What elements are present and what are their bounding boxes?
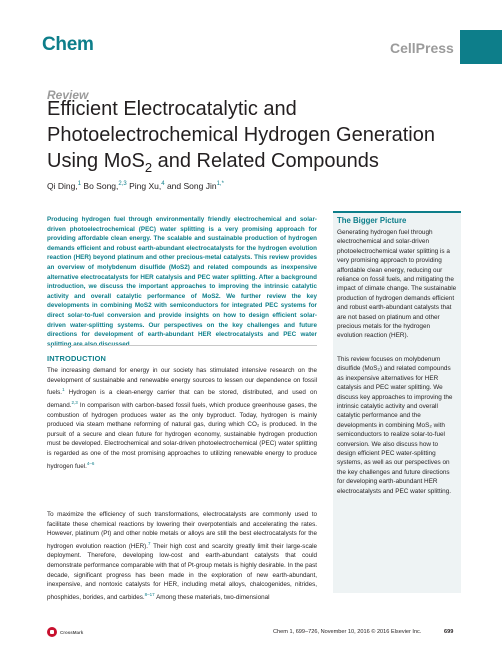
author-affiliation[interactable]: 1 (77, 181, 82, 188)
header-accent-block (460, 30, 502, 64)
reference-link[interactable]: 4–6 (86, 460, 95, 466)
paragraph-text: Among these materials, two-dimensional (154, 593, 270, 601)
reference-link[interactable]: 1 (62, 387, 65, 393)
paragraph-text: To maximize the efficiency of such transformations, electrocatalysts are commonly used to facilitate these chemical reactions by lowering their overpotentials and accelerating the rates. However, platinum (Pt) and other noble metals or alloys are still the best electrocatalysts for the hydrogen evolution reaction (HER). (47, 511, 317, 550)
paragraph-text: Hydrogen is a clean-energy carrier that can be stored, distributed, and used on demand. (47, 389, 317, 409)
author-name: and Song Jin (164, 181, 217, 191)
author-list (47, 181, 224, 191)
publisher-logo: CellPress (390, 40, 454, 56)
journal-name: Chem (42, 34, 94, 55)
abstract: Producing hydrogen fuel through environmentally friendly electrochemical and solar-driven photoelectrochemical (PEC) water splitting is a very promising approach for providing affordable clean energy. The scalable and sustainable production of hydrogen demands efficient and robust earth-abundant electrocatalysts for the hydrogen evolution reaction (HER) beyond platinum and other precious-metal catalysts. This review provides an overview of molybdenum disulfide (MoS2) and related compounds as inexpensive alternative electrocatalysts for HER catalysis and PEC water splitting. After a background introduction, we discuss the important approaches to improving the intrinsic catalytic activity and overall catalytic performance of MoS2. We further review the key developments in combining MoS2 with semiconductors for integrated PEC systems for direct solar-to-fuel conversion and provide insights on how to design efficient solar-driven water-splitting systems. Our perspectives on the key challenges and future directions for development of earth-abundant HER electrocatalysts and PEC water splitting are also discussed. (47, 216, 317, 348)
abstract-divider (47, 345, 317, 346)
author-affiliation[interactable]: 4 (161, 181, 165, 188)
paragraph-text: Their high cost and scarcity greatly limit their large-scale deployment. Therefore, developing low-cost and earth-abundant catalysts that could demonstrate performance comparable with that of Pt-group metals is highly desirable. In the past decade, significant progress has been made in the exploration of new earth-abundant, inexpensive, and nontoxic catalysts for HER, including metal alloys, chalcogenides, nitrides, phosphides, borides, and carbides. (47, 542, 317, 601)
crossmark-badge[interactable] (47, 627, 83, 637)
body-paragraph (47, 366, 317, 471)
body-paragraph (47, 510, 317, 603)
title-subscript: 2 (144, 160, 153, 175)
title-part-2: and Related Compounds (152, 150, 379, 172)
section-heading-introduction: INTRODUCTION (47, 354, 107, 363)
reference-link[interactable]: 2,3 (71, 399, 78, 405)
page-number: 699 (444, 629, 454, 635)
footer-citation: Chem 1, 699–726, November 10, 2016 © 2016 Elsevier Inc. (273, 629, 422, 635)
author-name: Ping Xu, (126, 181, 162, 191)
crossmark-icon (47, 627, 57, 637)
sidebar-paragraph: Generating hydrogen fuel through electrochemical and solar-driven photoelectrochemical water splitting is a very promising approach to providing affordable clean energy, reducing our reliance on fossil fuels, and mitigating the impact of climate change. The sustainable production of hydrogen demands efficient and robust earth-abundant catalysts that are not based on platinum and other precious metals for the hydrogen evolution reaction (HER). (337, 229, 457, 340)
article-title (47, 96, 467, 181)
author-affiliation[interactable]: 1,* (216, 181, 224, 188)
author-affiliation[interactable]: 2,3 (118, 181, 127, 188)
paragraph-text: In comparison with carbon-based fossil fuels, which produce greenhouse gases, the combustion of hydrogen produces water as the only byproduct. Today, hydrogen is mainly produced via steam methane reforming of natural gas, during which CO₂ is produced. In the pursuit of a secure and clean future for hydrogen economy, sustainable hydrogen production must be developed. Electrochemical and solar-driven photoelectrochemical (PEC) water splitting is regarded as one of the most promising approaches to utilizing renewable energy to produce hydrogen fuel. (47, 401, 317, 470)
paragraph-text: The increasing demand for energy in our society has stimulated intensive research on the development of sustainable and renewable energy sources to lessen our dependence on fossil fuels. (47, 367, 317, 397)
sidebar-paragraph: This review focuses on molybdenum disulfide (MoS₂) and related compounds as inexpensive alternatives for HER catalysis and PEC water splitting. We discuss key approaches to improving the intrinsic catalytic activity and overall catalytic performance and the developments in combining MoS₂ with semiconductors to realize solar-to-fuel conversion. We also discuss how to design efficient PEC water-splitting systems, as well as our perspectives on the key challenges and future directions for developing earth-abundant HER electrocatalysts and PEC water splitting. (337, 356, 453, 495)
reference-link[interactable]: 7 (148, 540, 151, 546)
section-label: Review (47, 88, 89, 102)
author-name: Bo Song, (81, 181, 119, 191)
sidebar-heading: The Bigger Picture (337, 216, 407, 225)
title-part-1: Efficient Electrocatalytic and Photoelectrochemical Hydrogen Generation Using MoS (47, 98, 435, 172)
crossmark-label: CrossMark (60, 629, 84, 635)
reference-link[interactable]: 8–17 (144, 591, 155, 597)
author-name: Qi Ding, (47, 181, 78, 191)
